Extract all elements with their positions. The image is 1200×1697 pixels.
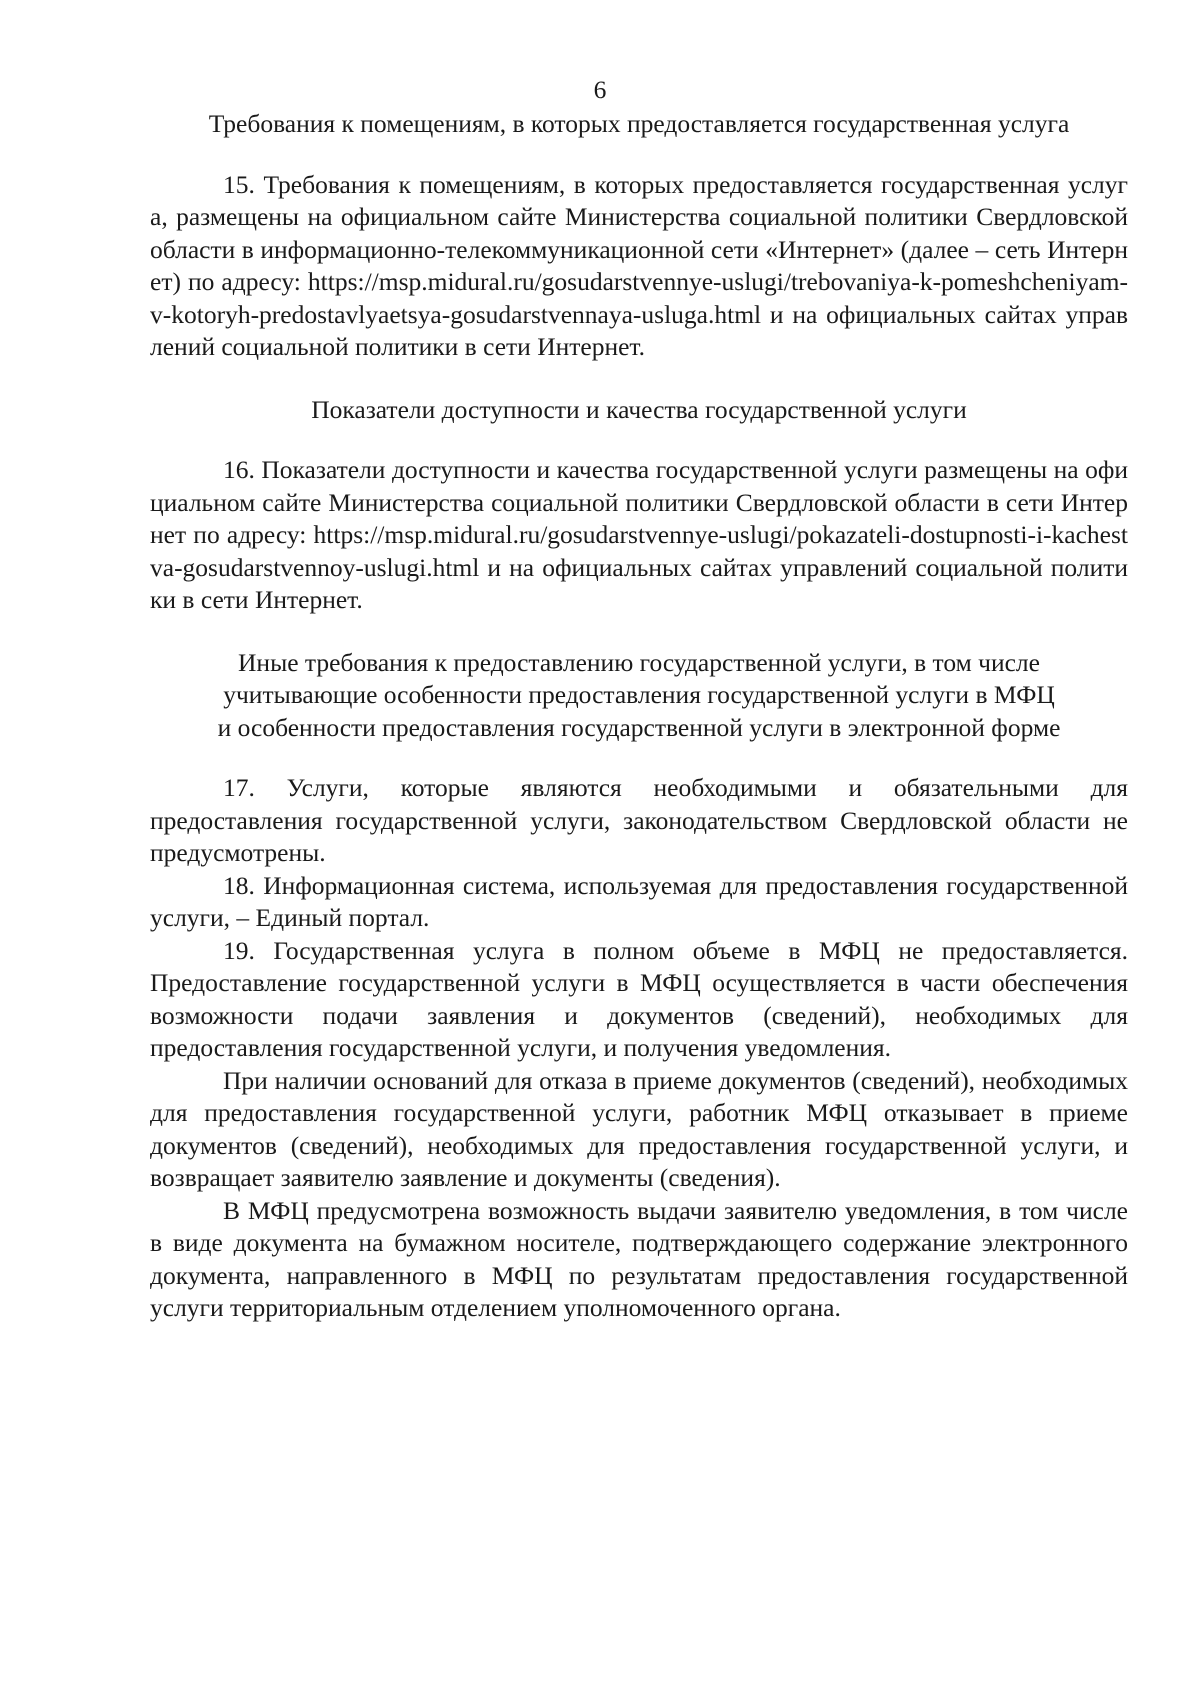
paragraph-19-refusal: При наличии оснований для отказа в приеме документов (сведений), необходимых для предоставления государственной услуги, работник МФЦ отказывает в приеме документов (сведений), необходимых для предоставления государственной услуги, и возвращает заявителю заявление и документы (сведения). bbox=[150, 1065, 1128, 1192]
document-body bbox=[150, 108, 1128, 1325]
paragraph-19: 19. Государственная услуга в полном объеме в МФЦ не предоставляется. Предоставление государственной услуги в МФЦ осуществляется в части обеспечения возможности подачи заявления и документов (сведений), необходимых для предоставления государственной услуги, и получения уведомления. bbox=[150, 935, 1128, 1062]
page-number: 6 bbox=[593, 75, 607, 104]
paragraph-18: 18. Информационная система, используемая для предоставления государственной услуги, – Единый портал. bbox=[150, 870, 1128, 932]
heading-line: Иные требования к предоставлению государственной услуги, в том числе bbox=[238, 647, 1040, 677]
paragraph-19-notification: В МФЦ предусмотрена возможность выдачи заявителю уведомления, в том числе в виде документа на бумажном носителе, подтверждающего содержание электронного документа, направленного в МФЦ по результатам предоставления государственной услуги территориальным отделением уполномоченного органа. bbox=[150, 1195, 1128, 1322]
section-heading-quality-indicators: Показатели доступности и качества государственной услуги bbox=[311, 394, 967, 424]
paragraph-16: 16. Показатели доступности и качества государственной услуги размещены на официальном сайте Министерства социальной политики Свердловской области в сети Интернет по адресу: https://msp.midural.ru/gosudarstvennye-uslugi/pokazateli-dostupnosti-i-kachestva-gosudarstvennoy-uslugi.html и на официальных сайтах управлений социальной политики в сети Интернет. bbox=[150, 455, 1128, 614]
paragraph-17: 17. Услуги, которые являются необходимыми и обязательными для предоставления государственной услуги, законодательством Свердловской области не предусмотрены. bbox=[150, 773, 1128, 867]
section-heading-other-requirements bbox=[150, 647, 1128, 745]
heading-line: и особенности предоставления государственной услуги в электронной форме bbox=[217, 712, 1061, 742]
section-heading-premises: Требования к помещениям, в которых предоставляется государственная услуга bbox=[208, 109, 1070, 138]
paragraph-15: 15. Требования к помещениям, в которых предоставляется государственная услуга, размещены на официальном сайте Министерства социальной политики Свердловской области в информационно-телекоммуникационной сети «Интернет» (далее – сеть Интернет) по адресу: https://msp.midural.ru/gosudarstvennye-uslugi/trebovaniya-k-pomeshcheniyam-v-kotoryh-predostavlyaetsya-gosudarstvennaya-usluga.html и на официальных сайтах управлений социальной политики в сети Интернет. bbox=[150, 169, 1128, 361]
heading-line: учитывающие особенности предоставления государственной услуги в МФЦ bbox=[223, 680, 1055, 709]
